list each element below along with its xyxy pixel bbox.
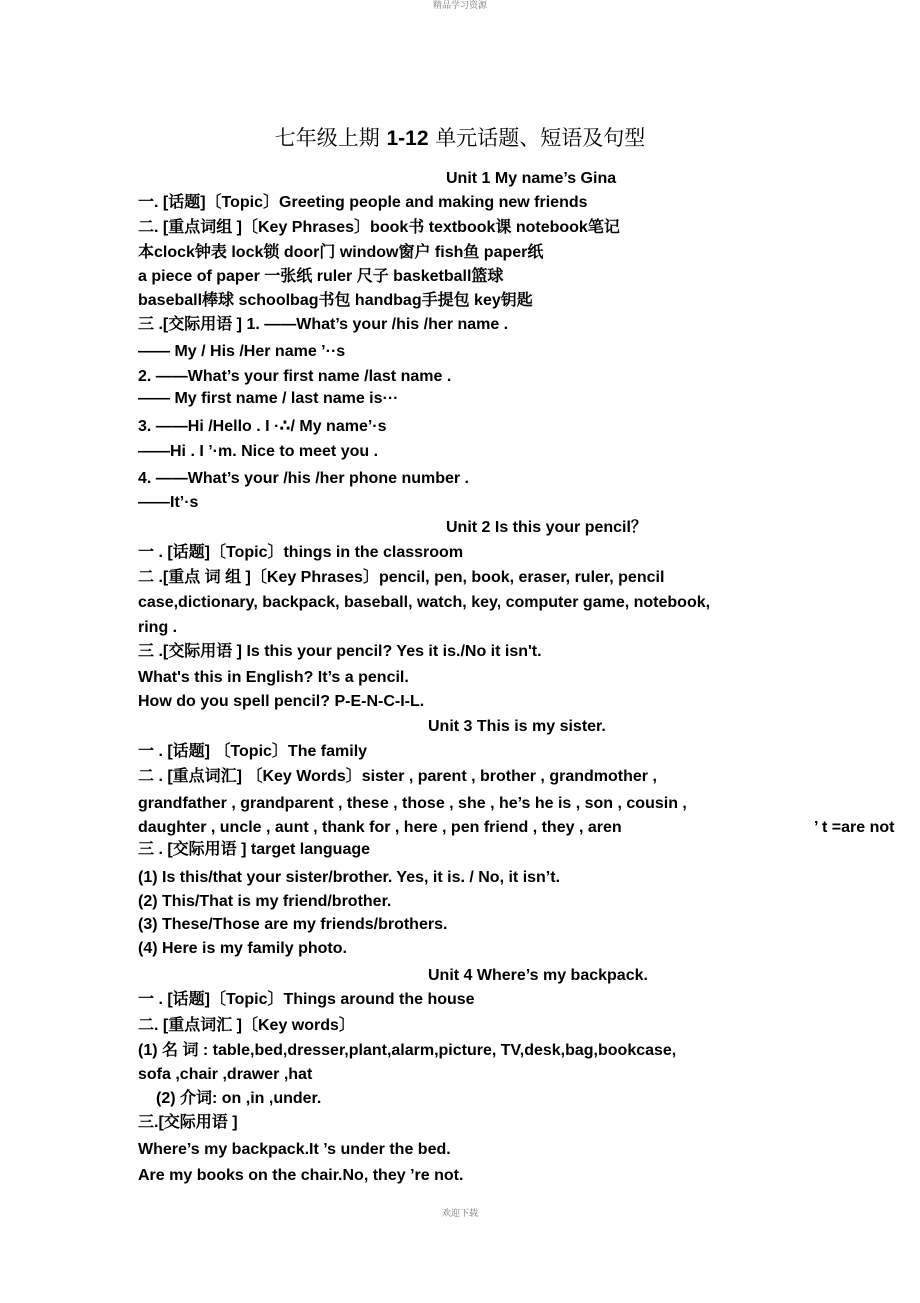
- text-line: (1) 名 词 : table,bed,dresser,plant,alarm,picture, TV,desk,bag,bookcase,: [138, 1042, 677, 1059]
- text-line: ring .: [138, 619, 178, 636]
- text-line: 三 .[交际用语 ] 1. ——What’s your /his /her name .: [138, 316, 509, 333]
- unit-heading: Unit 3 This is my sister.: [428, 718, 606, 735]
- text-line: 一. [话题]〔Topic〕Greeting people and making new friends: [138, 194, 588, 211]
- text-line: 三 .[交际用语 ] Is this your pencil? Yes it is./No it isn't.: [138, 643, 542, 660]
- text-line: grandfather , grandparent , these , those , she , he’s he is , son , cousin ,: [138, 795, 687, 812]
- text-line: (4) Here is my family photo.: [138, 940, 347, 957]
- text-line: ——It’·s: [138, 494, 199, 511]
- text-line: 三.[交际用语 ]: [138, 1114, 238, 1131]
- text-line: (2) This/That is my friend/brother.: [138, 893, 392, 910]
- text-line: 三 . [交际用语 ] target language: [138, 841, 371, 858]
- unit-heading: Unit 4 Where’s my backpack.: [428, 967, 648, 984]
- text-line: 3. ——Hi /Hello . I ·∴/ My name’·s: [138, 418, 387, 435]
- text-line: ’ t =are not: [814, 819, 895, 836]
- text-line: Where’s my backpack.It ’s under the bed.: [138, 1141, 451, 1158]
- text-line: —— My first name / last name is···: [138, 390, 399, 407]
- text-line: daughter , uncle , aunt , thank for , here , pen friend , they , aren: [138, 819, 622, 836]
- unit-heading: Unit 2 Is this your pencil？: [446, 519, 647, 536]
- text-line: How do you spell pencil? P-E-N-C-I-L.: [138, 693, 425, 710]
- text-line: (2) 介词: on ,in ,under.: [156, 1090, 322, 1107]
- text-line: 二. [重点词汇 ]〔Key words〕: [138, 1017, 355, 1034]
- text-line: 4. ——What’s your /his /her phone number .: [138, 470, 469, 487]
- text-line: sofa ,chair ,drawer ,hat: [138, 1066, 313, 1083]
- text-line: 一 . [话题] 〔Topic〕The family: [138, 743, 368, 760]
- text-line: 一 . [话题]〔Topic〕things in the classroom: [138, 544, 464, 561]
- text-line: 二. [重点词组 ]〔Key Phrases〕book书 textbook课 notebook笔记: [138, 219, 620, 236]
- text-line: —— My / His /Her name ’··s: [138, 343, 346, 360]
- text-line: 二 . [重点词汇] 〔Key Words〕sister , parent , brother , grandmother ,: [138, 768, 657, 785]
- text-line: baseball棒球 schoolbag书包 handbag手提包 key钥匙: [138, 292, 533, 309]
- text-line: 本clock钟表 lock锁 door门 window窗户 fish鱼 paper纸: [138, 244, 544, 261]
- text-line: a piece of paper 一张纸 ruler 尺子 basketball篮球: [138, 268, 504, 285]
- text-line: case,dictionary, backpack, baseball, watch, key, computer game, notebook,: [138, 594, 711, 611]
- unit-heading: Unit 1 My name’s Gina: [446, 170, 617, 187]
- text-line: ——Hi . I ’·m. Nice to meet you .: [138, 443, 379, 460]
- text-line: 2. ——What’s your first name /last name .: [138, 368, 452, 385]
- text-line: (1) Is this/that your sister/brother. Yes, it is. / No, it isn’t.: [138, 869, 561, 886]
- page-footer: 欢迎下载: [441, 1209, 478, 1219]
- text-line: (3) These/Those are my friends/brothers.: [138, 916, 448, 933]
- text-line: Are my books on the chair.No, they ’re not.: [138, 1167, 464, 1184]
- page-header: 精品学习资源: [432, 1, 487, 11]
- text-line: What's this in English? It’s a pencil.: [138, 669, 409, 686]
- text-line: 二 .[重点 词 组 ]〔Key Phrases〕pencil, pen, book, eraser, ruler, pencil: [138, 569, 665, 586]
- page-title: 七年级上期 1-12 单元话题、短语及句型: [274, 126, 646, 150]
- text-line: 一 . [话题]〔Topic〕Things around the house: [138, 991, 475, 1008]
